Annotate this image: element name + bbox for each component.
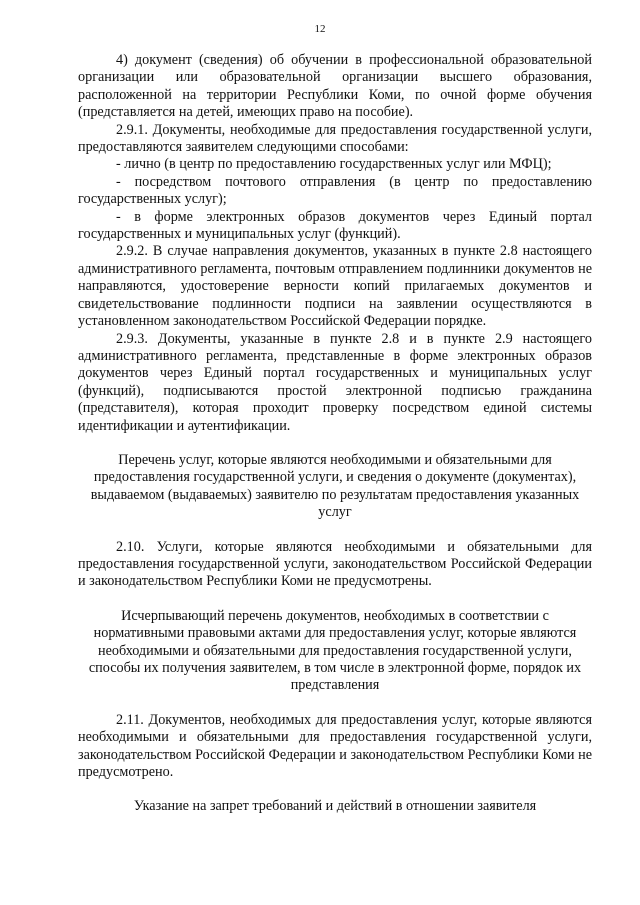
spacer xyxy=(78,435,592,452)
section-heading-documents-list: Исчерпывающий перечень документов, необходимых в соответствии с нормативными правовыми актами для предоставления услуг, которые являются необходимыми и обязательными для предоставления государственной услуги, способы их получения заявителем, в том числе в электронной форме, порядок их представления xyxy=(88,607,582,694)
page-body xyxy=(78,52,592,816)
paragraph-2-9-3: 2.9.3. Документы, указанные в пункте 2.8 и в пункте 2.9 настоящего административного регламента, представленные в форме электронных образов документов через Единый портал государственных и муниципальных услуг (функций), подписываются простой электронной подписью гражданина (представителя), которая проходит проверку посредством единой системы идентификации и аутентификации. xyxy=(78,330,592,434)
list-item-in-person: - лично (в центр по предоставлению государственных услуг или МФЦ); xyxy=(116,156,552,173)
paragraph-2-9-1: 2.9.1. Документы, необходимые для предоставления государственной услуги, предоставляются заявителем следующими способами: xyxy=(78,121,592,156)
spacer xyxy=(78,695,592,712)
spacer xyxy=(78,522,592,539)
paragraph-2-10: 2.10. Услуги, которые являются необходимыми и обязательными для предоставления государственной услуги, законодательством Российской Федерации и законодательством Республики Коми не предусмотрены. xyxy=(78,538,592,590)
paragraph-2-9-2: 2.9.2. В случае направления документов, указанных в пункте 2.8 настоящего административного регламента, почтовым отправлением подлинники документов не направляются, удостоверение верности копий прилагаемых документов и свидетельствование подлинности подписи на заявлении осуществляются в установленном законодательством Российской Федерации порядке. xyxy=(78,243,592,330)
list-item-electronic: - в форме электронных образов документов через Единый портал государственных и муниципальных услуг (функций). xyxy=(78,208,592,243)
section-heading-prohibition: Указание на запрет требований и действий в отношении заявителя xyxy=(133,798,537,815)
page-number: 12 xyxy=(314,23,326,35)
spacer xyxy=(78,591,592,608)
paragraph-item-4: 4) документ (сведения) об обучении в профессиональной образовательной организации или образовательной организации высшего образования, расположенной на территории Республики Коми, по очной форме обучения (представляется на детей, имеющих право на пособие). xyxy=(78,52,592,121)
section-heading-services-list: Перечень услуг, которые являются необходимыми и обязательными для предоставления государственной услуги, и сведения о документе (документах), выдаваемом (выдаваемых) заявителю по результатам предоставления указанных услуг xyxy=(90,451,580,521)
paragraph-2-11: 2.11. Документов, необходимых для предоставления услуг, которые являются необходимыми и обязательными для предоставления государственной услуги, законодательством Российской Федерации и законодательством Республики Коми не предусмотрено. xyxy=(78,711,592,781)
list-item-by-mail: - посредством почтового отправления (в центр по предоставлению государственных услуг); xyxy=(78,173,592,208)
spacer xyxy=(78,781,592,798)
